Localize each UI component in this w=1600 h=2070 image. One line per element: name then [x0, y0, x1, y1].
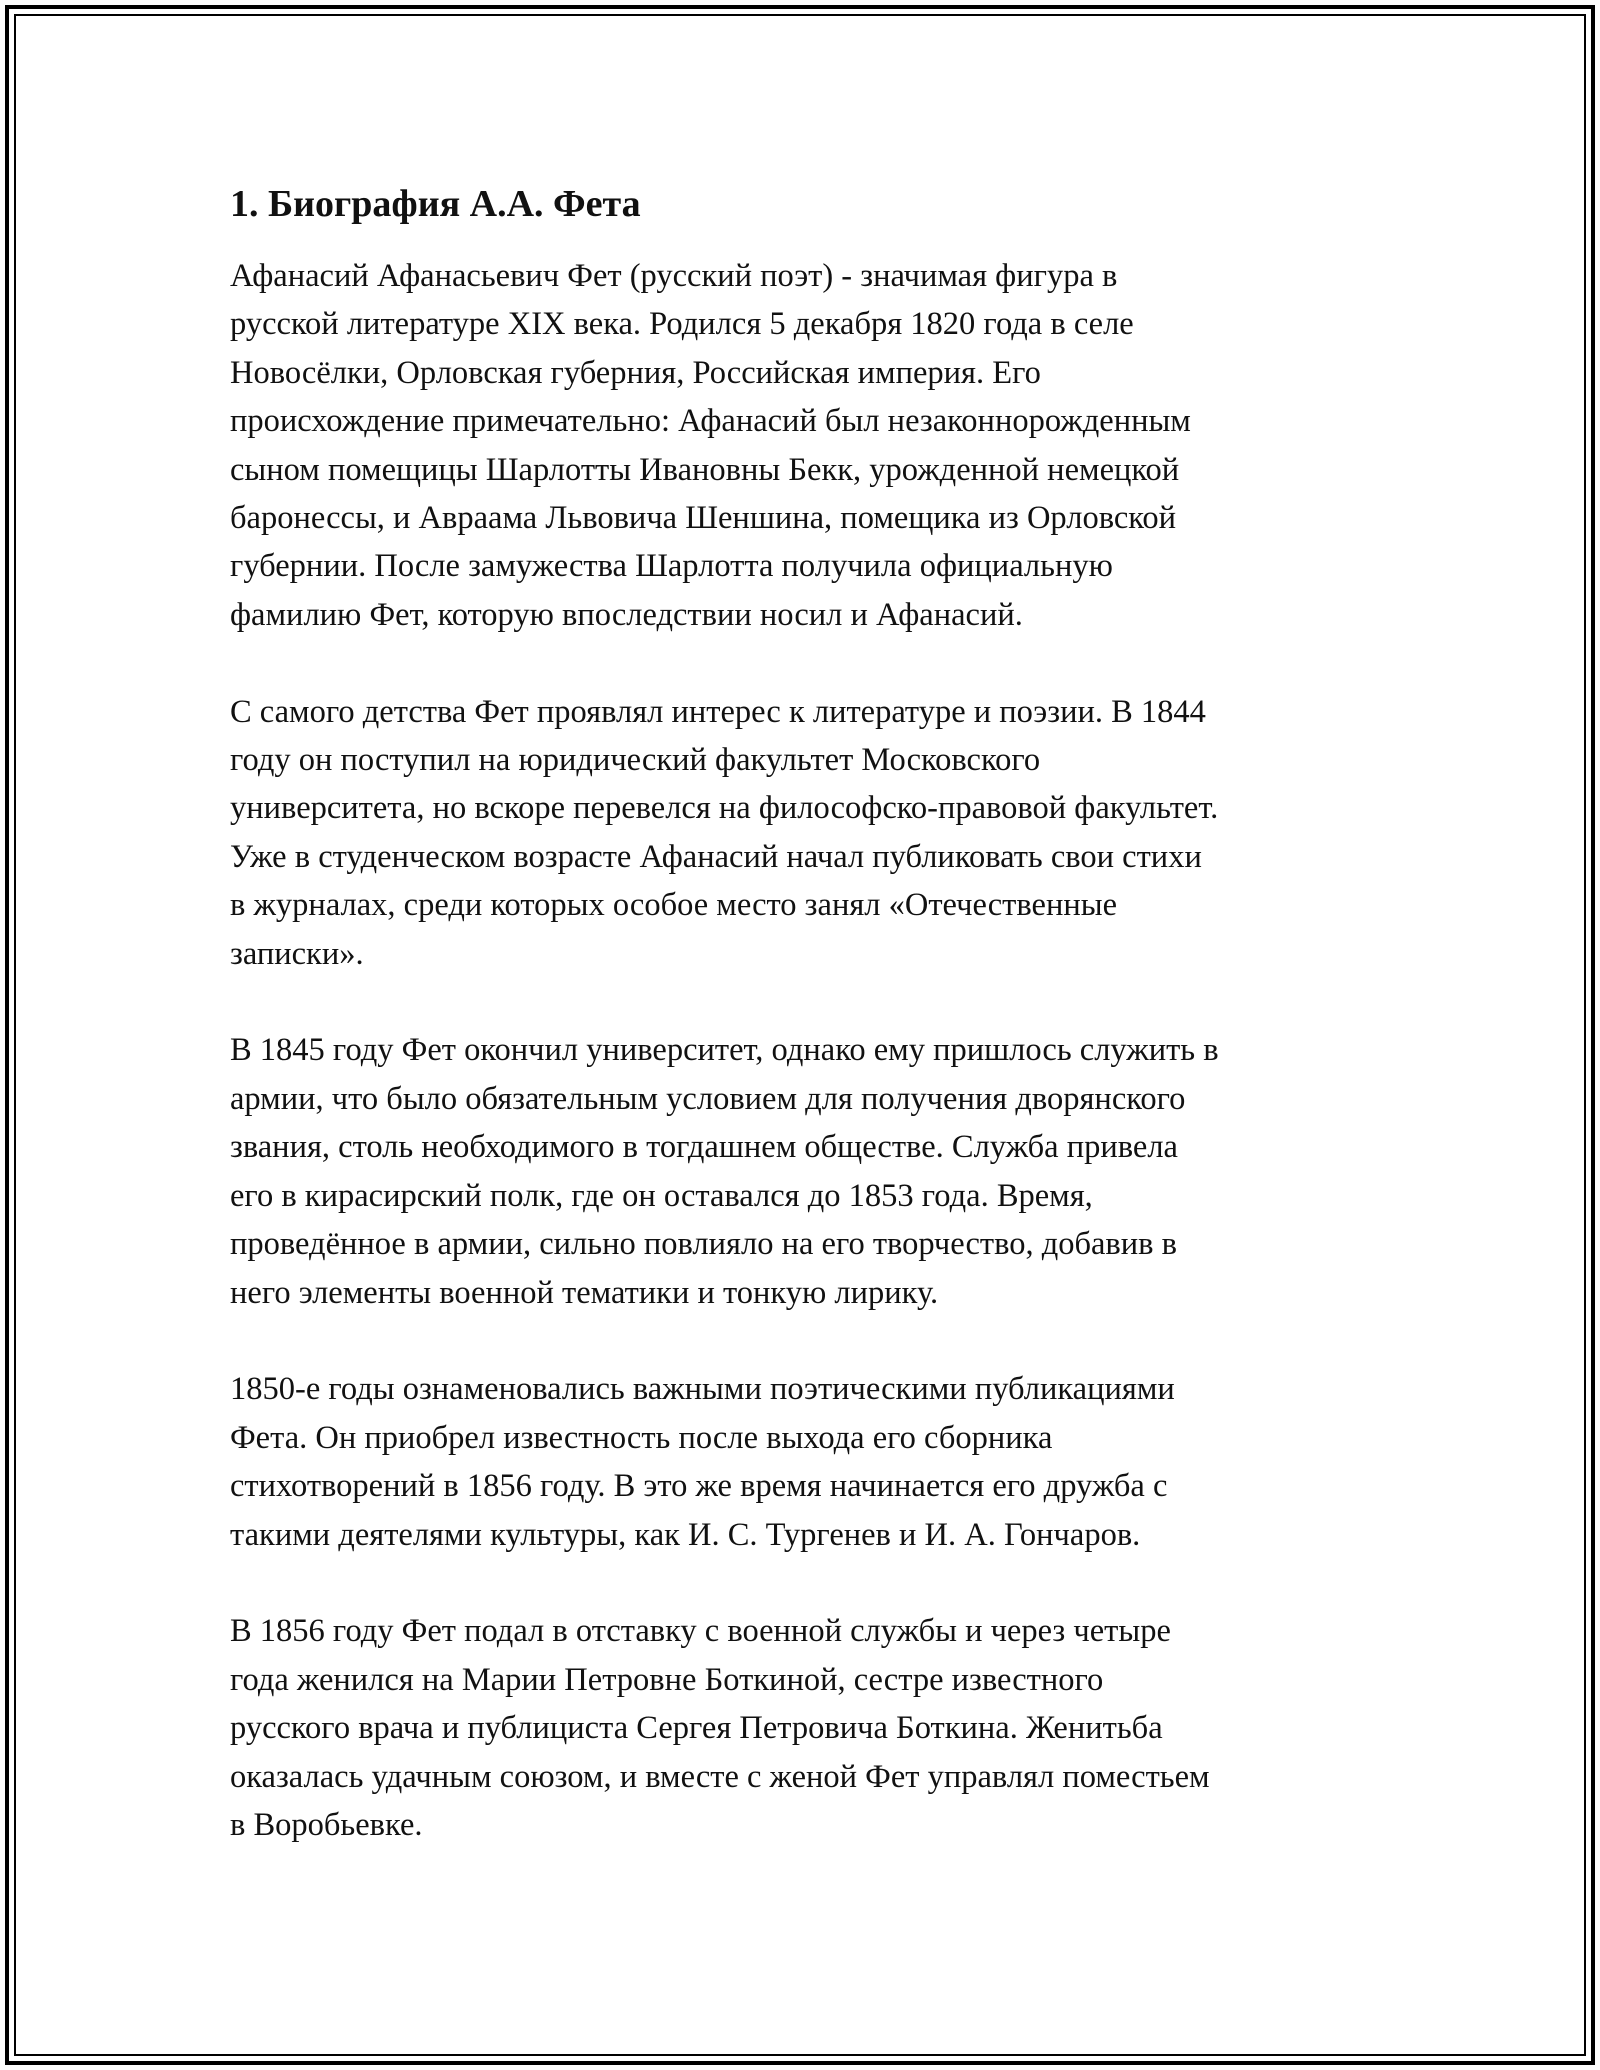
text-line: его в кирасирский полк, где он оставался до 1853 года. Время, [230, 1177, 1093, 1214]
text-line: С самого детства Фет проявлял интерес к литературе и поэзии. В 1844 [230, 693, 1206, 730]
paragraph-1850s-publications [230, 1365, 1380, 1559]
text-line: звания, столь необходимого в тогдашнем обществе. Служба привела [230, 1129, 1178, 1166]
text-line: записки». [230, 935, 364, 972]
text-line: года женился на Марии Петровне Боткиной, сестре известного [230, 1661, 1104, 1698]
text-line: баронессы, и Авраама Львовича Шеншина, помещика из Орловской [230, 500, 1177, 537]
text-line: стихотворений в 1856 году. В это же время начинается его дружба с [230, 1468, 1168, 1505]
text-line: русской литературе XIX века. Родился 5 декабря 1820 года в селе [230, 306, 1134, 343]
text-line: В 1845 году Фет окончил университет, однако ему пришлось служить в [230, 1032, 1219, 1069]
text-line: Фета. Он приобрел известность после выхода его сборника [230, 1419, 1053, 1456]
text-line: происхождение примечательно: Афанасий был незаконнорожденным [230, 403, 1191, 440]
paragraph-education [230, 688, 1380, 978]
paragraph-birth-origin [230, 252, 1380, 639]
text-line: в Воробьевке. [230, 1806, 423, 1843]
text-line: Уже в студенческом возрасте Афанасий начал публиковать свои стихи [230, 838, 1202, 875]
text-line: 1850-е годы ознаменовались важными поэтическими публикациями [230, 1371, 1175, 1408]
text-line: сыном помещицы Шарлотты Ивановны Бекк, урожденной немецкой [230, 451, 1180, 488]
text-line: в журналах, среди которых особое место занял «Отечественные [230, 887, 1118, 924]
document-body [230, 180, 1380, 1898]
text-line: университета, но вскоре перевелся на философско-правовой факультет. [230, 790, 1219, 827]
paragraph-marriage [230, 1607, 1380, 1849]
text-line: армии, что было обязательным условием для получения дворянского [230, 1080, 1186, 1117]
text-line: такими деятелями культуры, как И. С. Тургенев и И. А. Гончаров. [230, 1516, 1141, 1553]
text-line: Новосёлки, Орловская губерния, Российская империя. Его [230, 354, 1041, 391]
text-line: русского врача и публициста Сергея Петровича Боткина. Женитьба [230, 1710, 1163, 1747]
text-line: В 1856 году Фет подал в отставку с военной службы и через четыре [230, 1613, 1171, 1650]
text-line: Афанасий Афанасьевич Фет (русский поэт) - значимая фигура в [230, 258, 1118, 294]
text-line: губернии. После замужества Шарлотта получила официальную [230, 548, 1113, 585]
paragraph-military-service [230, 1026, 1380, 1316]
text-line: проведённое в армии, сильно повлияло на его творчество, добавив в [230, 1226, 1177, 1263]
text-line: оказалась удачным союзом, и вместе с женой Фет управлял поместьем [230, 1758, 1210, 1795]
text-line: фамилию Фет, которую впоследствии носил и Афанасий. [230, 596, 1023, 633]
text-line: него элементы военной тематики и тонкую лирику. [230, 1274, 939, 1311]
text-line: году он поступил на юридический факультет Московского [230, 742, 1041, 779]
section-heading: 1. Биография А.А. Фета [230, 183, 641, 225]
